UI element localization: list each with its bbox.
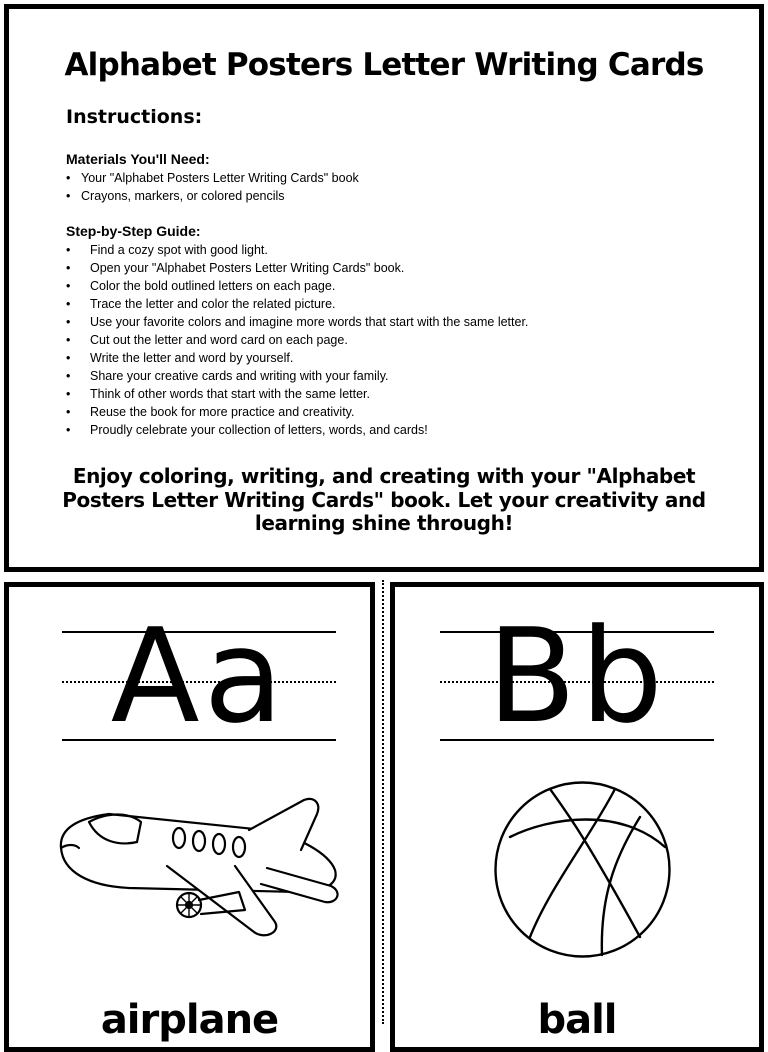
instructions-panel bbox=[4, 4, 764, 572]
steps-title: Step-by-Step Guide: bbox=[66, 223, 201, 239]
list-item: • Share your creative cards and writing with your family. bbox=[66, 367, 528, 385]
list-item: • Trace the letter and color the related picture. bbox=[66, 295, 528, 313]
steps-list bbox=[66, 241, 528, 439]
list-item: • Crayons, markers, or colored pencils bbox=[66, 187, 359, 205]
cut-line bbox=[382, 580, 384, 1024]
list-item: • Reuse the book for more practice and creativity. bbox=[66, 403, 528, 421]
card-word: ball bbox=[537, 997, 617, 1043]
list-item: • Open your "Alphabet Posters Letter Writing Cards" book. bbox=[66, 259, 528, 277]
list-item: • Cut out the letter and word card on each page. bbox=[66, 331, 528, 349]
card-letters: Bb bbox=[487, 600, 667, 752]
card-letters: Aa bbox=[110, 600, 288, 752]
list-item: • Your "Alphabet Posters Letter Writing Cards" book bbox=[66, 169, 359, 187]
materials-list bbox=[66, 169, 359, 205]
list-item: • Use your favorite colors and imagine more words that start with the same letter. bbox=[66, 313, 528, 331]
handwriting-guides bbox=[62, 600, 336, 752]
materials-title: Materials You'll Need: bbox=[66, 151, 210, 167]
card-word: airplane bbox=[100, 997, 279, 1043]
airplane-icon bbox=[49, 792, 339, 942]
list-item: • Find a cozy spot with good light. bbox=[66, 241, 528, 259]
page-title: Alphabet Posters Letter Writing Cards bbox=[64, 47, 704, 83]
letter-card-a bbox=[4, 582, 375, 1052]
closing-message: Enjoy coloring, writing, and creating with your "Alphabet Posters Letter Writing Cards" book. Let your creativity and learning shine through! bbox=[62, 464, 706, 535]
list-item: • Write the letter and word by yourself. bbox=[66, 349, 528, 367]
list-item: • Proudly celebrate your collection of letters, words, and cards! bbox=[66, 421, 528, 439]
handwriting-guides bbox=[440, 600, 714, 752]
list-item: • Color the bold outlined letters on each page. bbox=[66, 277, 528, 295]
letter-card-b bbox=[390, 582, 764, 1052]
basketball-icon bbox=[490, 777, 675, 962]
list-item: • Think of other words that start with the same letter. bbox=[66, 385, 528, 403]
instructions-heading: Instructions: bbox=[66, 106, 203, 128]
